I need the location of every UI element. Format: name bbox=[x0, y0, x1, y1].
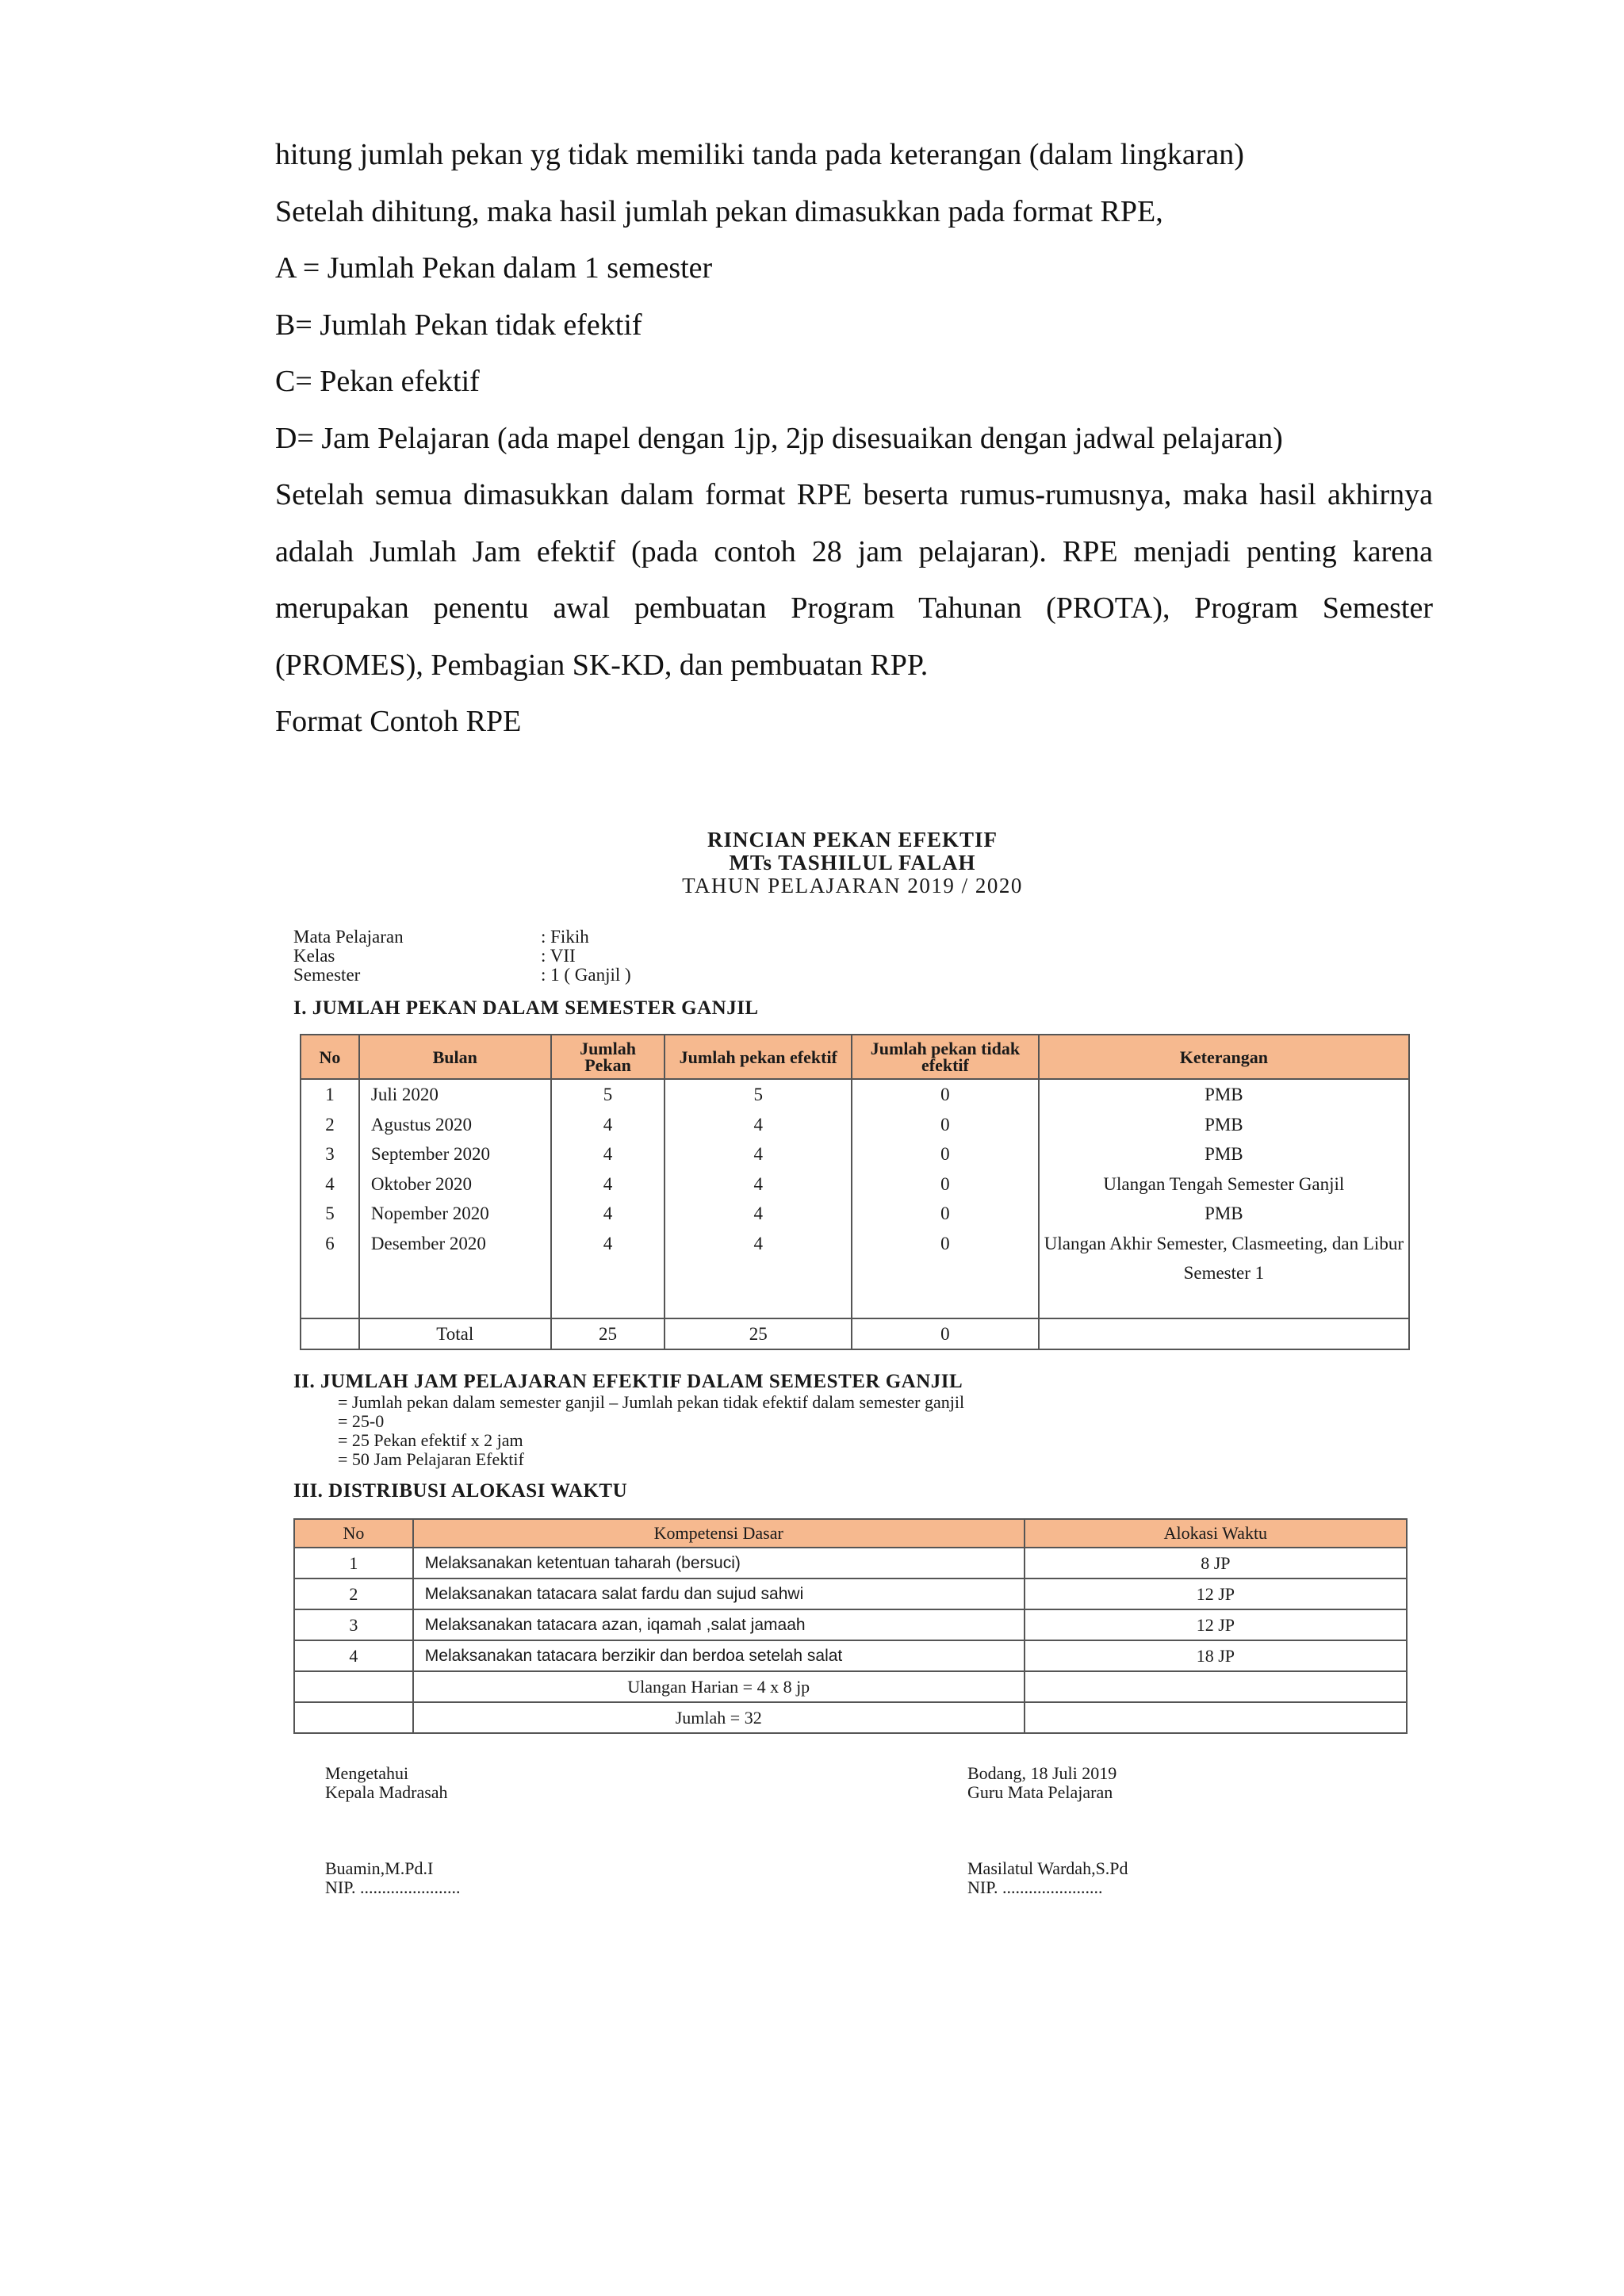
cell: 2 bbox=[294, 1578, 413, 1609]
signature-block bbox=[293, 1764, 1411, 1923]
cell: 0 bbox=[852, 1110, 1039, 1140]
section-heading-3: III. DISTRIBUSI ALOKASI WAKTU bbox=[293, 1480, 628, 1502]
cell: PMB bbox=[1039, 1110, 1409, 1140]
header-cell: Kompetensi Dasar bbox=[413, 1519, 1025, 1548]
cell bbox=[1025, 1702, 1407, 1733]
cell: Melaksanakan tatacara berzikir dan berdoa setelah salat bbox=[413, 1640, 1025, 1671]
cell: Melaksanakan tatacara salat fardu dan sujud sahwi bbox=[413, 1578, 1025, 1609]
formula-block bbox=[338, 1393, 1411, 1469]
cell: 5 bbox=[551, 1079, 665, 1110]
signature-right bbox=[967, 1764, 1128, 1897]
sign-name: Buamin,M.Pd.I bbox=[325, 1858, 434, 1878]
cell: Desember 2020 bbox=[359, 1229, 551, 1318]
cell bbox=[301, 1318, 359, 1350]
cell: 4 bbox=[551, 1110, 665, 1140]
cell: 1 bbox=[301, 1079, 359, 1110]
meta-key: Mata Pelajaran bbox=[293, 927, 404, 947]
cell: 0 bbox=[852, 1169, 1039, 1200]
section-heading-1: I. JUMLAH PEKAN DALAM SEMESTER GANJIL bbox=[293, 997, 759, 1019]
cell: 6 bbox=[301, 1229, 359, 1318]
table-row bbox=[294, 1548, 1407, 1578]
table-row bbox=[301, 1169, 1409, 1200]
cell bbox=[294, 1702, 413, 1733]
weeks-table bbox=[300, 1034, 1410, 1350]
cell: 5 bbox=[301, 1199, 359, 1229]
document-meta bbox=[293, 928, 1411, 985]
meta-row bbox=[293, 947, 1411, 966]
intro-line: Setelah dihitung, maka hasil jumlah pekan dimasukkan pada format RPE, bbox=[275, 194, 1163, 228]
table-row bbox=[301, 1139, 1409, 1169]
cell: 4 bbox=[551, 1199, 665, 1229]
table-total-row bbox=[301, 1318, 1409, 1350]
formula-line: = 25 Pekan efektif x 2 jam bbox=[338, 1430, 523, 1450]
formula-line: = 25-0 bbox=[338, 1411, 385, 1431]
sign-line: Bodang, 18 Juli 2019 bbox=[967, 1763, 1117, 1783]
meta-value: : VII bbox=[541, 946, 576, 966]
rpe-document-image bbox=[293, 828, 1411, 1923]
cell: PMB bbox=[1039, 1139, 1409, 1169]
cell: 4 bbox=[551, 1169, 665, 1200]
cell bbox=[1039, 1318, 1409, 1350]
cell: Agustus 2020 bbox=[359, 1110, 551, 1140]
cell: 4 bbox=[551, 1139, 665, 1169]
title-line-2: MTs TASHILUL FALAH bbox=[729, 851, 976, 874]
header-cell: Keterangan bbox=[1039, 1035, 1409, 1079]
header-cell: Jumlah pekan efektif bbox=[665, 1035, 852, 1079]
table-header-row bbox=[301, 1035, 1409, 1079]
cell: Juli 2020 bbox=[359, 1079, 551, 1110]
cell: 1 bbox=[294, 1548, 413, 1578]
total-label: Total bbox=[359, 1318, 551, 1350]
cell: 8 JP bbox=[1025, 1548, 1407, 1578]
cell: Ulangan Akhir Semester, Clasmeeting, dan Libur Semester 1 bbox=[1039, 1229, 1409, 1318]
header-cell: Jumlah Pekan bbox=[551, 1035, 665, 1079]
intro-line: C= Pekan efektif bbox=[275, 365, 480, 398]
sign-line: Guru Mata Pelajaran bbox=[967, 1782, 1113, 1802]
cell: September 2020 bbox=[359, 1139, 551, 1169]
meta-key: Semester bbox=[293, 965, 361, 985]
cell: 4 bbox=[551, 1229, 665, 1318]
sign-nip: NIP. ....................... bbox=[325, 1877, 461, 1897]
table-row bbox=[294, 1578, 1407, 1609]
allocation-table bbox=[293, 1518, 1408, 1734]
cell bbox=[294, 1671, 413, 1702]
cell: 0 bbox=[852, 1079, 1039, 1110]
header-cell: Alokasi Waktu bbox=[1025, 1519, 1407, 1548]
table-row bbox=[301, 1110, 1409, 1140]
cell: 4 bbox=[301, 1169, 359, 1200]
cell: 3 bbox=[294, 1609, 413, 1640]
cell: PMB bbox=[1039, 1199, 1409, 1229]
table-header-row bbox=[294, 1519, 1407, 1548]
sign-line: Mengetahui bbox=[325, 1763, 409, 1783]
cell: 3 bbox=[301, 1139, 359, 1169]
meta-row bbox=[293, 928, 1411, 947]
cell: 4 bbox=[665, 1110, 852, 1140]
header-cell: No bbox=[294, 1519, 413, 1548]
intro-paragraph: Setelah semua dimasukkan dalam format RPE beserta rumus-rumusnya, maka hasil akhirnya adalah Jumlah Jam efektif (pada contoh 28 jam pelajaran). RPE menjadi penting karena merupakan penentu awal pembuatan Program Tahunan (PROTA), Program Semester (PROMES), Pembagian SK-KD, dan pembuatan RPP. bbox=[275, 478, 1433, 682]
sign-line: Kepala Madrasah bbox=[325, 1782, 448, 1802]
cell: 25 bbox=[665, 1318, 852, 1350]
intro-line: B= Jumlah Pekan tidak efektif bbox=[275, 308, 642, 342]
cell: 4 bbox=[665, 1139, 852, 1169]
jumlah-cell: Jumlah = 32 bbox=[413, 1702, 1025, 1733]
intro-caption: Format Contoh RPE bbox=[275, 705, 522, 738]
table-row bbox=[294, 1640, 1407, 1671]
intro-line: hitung jumlah pekan yg tidak memiliki tanda pada keterangan (dalam lingkaran) bbox=[275, 138, 1244, 171]
cell: 0 bbox=[852, 1318, 1039, 1350]
sign-nip: NIP. ....................... bbox=[967, 1877, 1103, 1897]
cell: 18 JP bbox=[1025, 1640, 1407, 1671]
cell: 0 bbox=[852, 1139, 1039, 1169]
cell: Melaksanakan ketentuan taharah (bersuci) bbox=[413, 1548, 1025, 1578]
title-line-3: TAHUN PELAJARAN 2019 / 2020 bbox=[682, 874, 1023, 897]
formula-line: = Jumlah pekan dalam semester ganjil – Jumlah pekan tidak efektif dalam semester ganjil bbox=[338, 1392, 965, 1412]
cell bbox=[1025, 1671, 1407, 1702]
meta-value: : Fikih bbox=[541, 927, 589, 947]
meta-value: : 1 ( Ganjil ) bbox=[541, 965, 631, 985]
intro-line: A = Jumlah Pekan dalam 1 semester bbox=[275, 251, 713, 285]
cell: 2 bbox=[301, 1110, 359, 1140]
cell: 0 bbox=[852, 1199, 1039, 1229]
cell: 5 bbox=[665, 1079, 852, 1110]
document-title bbox=[293, 828, 1411, 897]
cell: 12 JP bbox=[1025, 1578, 1407, 1609]
title-line-1: RINCIAN PEKAN EFEKTIF bbox=[707, 828, 998, 851]
cell: 4 bbox=[294, 1640, 413, 1671]
header-cell: Jumlah pekan tidak efektif bbox=[852, 1035, 1039, 1079]
section-heading-2: II. JUMLAH JAM PELAJARAN EFEKTIF DALAM SEMESTER GANJIL bbox=[293, 1371, 963, 1392]
table-row bbox=[294, 1671, 1407, 1702]
intro-line: D= Jam Pelajaran (ada mapel dengan 1jp, 2jp disesuaikan dengan jadwal pelajaran) bbox=[275, 421, 1283, 455]
cell: 25 bbox=[551, 1318, 665, 1350]
cell: Melaksanakan tatacara azan, iqamah ,salat jamaah bbox=[413, 1609, 1025, 1640]
header-cell: No bbox=[301, 1035, 359, 1079]
cell: 12 JP bbox=[1025, 1609, 1407, 1640]
header-cell: Bulan bbox=[359, 1035, 551, 1079]
cell: Oktober 2020 bbox=[359, 1169, 551, 1200]
table-row bbox=[301, 1079, 1409, 1110]
table-row bbox=[301, 1229, 1409, 1318]
table-row bbox=[301, 1199, 1409, 1229]
intro-text bbox=[275, 127, 1433, 751]
table-row bbox=[294, 1609, 1407, 1640]
meta-row bbox=[293, 966, 1411, 985]
cell: 4 bbox=[665, 1199, 852, 1229]
signature-left bbox=[325, 1764, 461, 1897]
table-row bbox=[294, 1702, 1407, 1733]
cell: Ulangan Tengah Semester Ganjil bbox=[1039, 1169, 1409, 1200]
formula-line: = 50 Jam Pelajaran Efektif bbox=[338, 1449, 524, 1469]
cell: 4 bbox=[665, 1169, 852, 1200]
cell: Nopember 2020 bbox=[359, 1199, 551, 1229]
cell: 0 bbox=[852, 1229, 1039, 1318]
cell: PMB bbox=[1039, 1079, 1409, 1110]
sign-name: Masilatul Wardah,S.Pd bbox=[967, 1858, 1128, 1878]
cell: 4 bbox=[665, 1229, 852, 1318]
ulangan-cell: Ulangan Harian = 4 x 8 jp bbox=[413, 1671, 1025, 1702]
meta-key: Kelas bbox=[293, 946, 335, 966]
